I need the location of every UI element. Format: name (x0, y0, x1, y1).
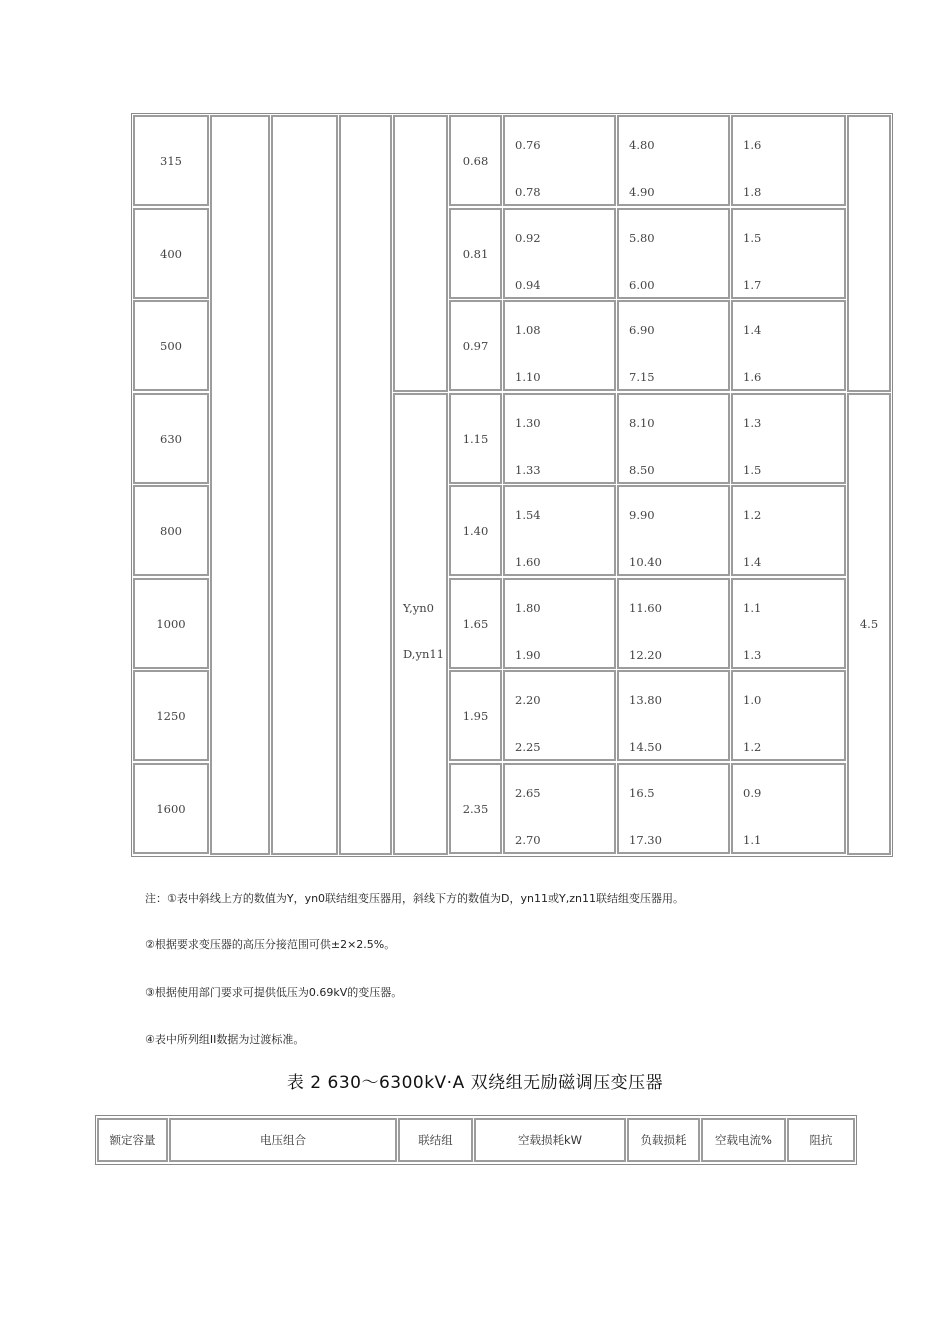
load-loss-value-upper: 9.90 (629, 508, 655, 522)
table1-empty-col-3 (271, 115, 338, 855)
noload-base-cell (449, 300, 502, 391)
noload-current-cell (731, 578, 846, 669)
capacity-cell (133, 578, 209, 669)
load-loss-value-upper: 13.80 (629, 693, 662, 707)
noload-current-value-lower: 1.3 (743, 648, 762, 662)
load-loss-value-upper: 16.5 (629, 786, 655, 800)
load-loss-cell (617, 208, 730, 299)
noload-base-cell (449, 763, 502, 854)
capacity-value: 1250 (156, 708, 186, 723)
note-2: ②根据要求变压器的高压分接范围可供±2×2.5%。 (145, 938, 396, 951)
capacity-value: 315 (160, 153, 182, 168)
noload-loss-cell (503, 393, 616, 484)
impedance-value: 4.5 (859, 617, 879, 631)
note-4: ④表中所列组II数据为过渡标准。 (145, 1033, 305, 1046)
capacity-cell (133, 763, 209, 854)
capacity-cell (133, 300, 209, 391)
capacity-cell (133, 393, 209, 484)
noload-base-value: 0.68 (462, 153, 489, 168)
noload-base-value: 0.81 (462, 246, 489, 261)
noload-current-value-lower: 1.5 (743, 463, 762, 477)
noload-current-value-upper: 1.0 (743, 693, 762, 707)
load-loss-cell (617, 485, 730, 576)
load-loss-value-lower: 4.90 (629, 185, 655, 199)
noload-current-cell (731, 300, 846, 391)
noload-loss-value-upper: 0.76 (515, 138, 541, 152)
load-loss-cell (617, 578, 730, 669)
connection-group-2: D,yn11 (403, 647, 445, 661)
noload-base-value: 1.40 (462, 523, 489, 538)
noload-current-value-lower: 1.1 (743, 833, 762, 847)
table2-title: 表 2 630～6300kV·A 双绕组无励磁调压变压器 (286, 1073, 664, 1093)
noload-current-value-upper: 1.4 (743, 323, 762, 337)
noload-base-cell (449, 115, 502, 206)
table1-connection-group-cell (393, 393, 448, 855)
load-loss-value-upper: 11.60 (629, 601, 662, 615)
noload-loss-value-upper: 1.80 (515, 601, 541, 615)
load-loss-cell (617, 670, 730, 761)
noload-current-value-lower: 1.6 (743, 370, 762, 384)
table2-header-load-loss: 负载损耗 (627, 1118, 700, 1162)
table1-impedance-cell (847, 393, 891, 855)
noload-loss-value-upper: 1.30 (515, 416, 541, 430)
noload-base-cell (449, 670, 502, 761)
noload-current-cell (731, 393, 846, 484)
load-loss-value-upper: 8.10 (629, 416, 655, 430)
table2-header-connection: 联结组 (398, 1118, 473, 1162)
capacity-cell (133, 115, 209, 206)
noload-base-value: 0.97 (462, 338, 489, 353)
table2-header-voltage: 电压组合 (169, 1118, 397, 1162)
noload-loss-value-upper: 1.54 (515, 508, 541, 522)
note-1: 注：①表中斜线上方的数值为Y，yn0联结组变压器用，斜线下方的数值为D，yn11或Y,zn11联结组变压器用。 (145, 892, 684, 905)
noload-loss-value-lower: 0.94 (515, 278, 541, 292)
load-loss-cell (617, 300, 730, 391)
noload-current-value-upper: 1.5 (743, 231, 762, 245)
noload-loss-value-lower: 1.90 (515, 648, 541, 662)
load-loss-value-lower: 14.50 (629, 740, 662, 754)
capacity-value: 800 (160, 523, 182, 538)
noload-loss-cell (503, 208, 616, 299)
capacity-cell (133, 670, 209, 761)
noload-base-value: 1.15 (462, 431, 489, 446)
noload-current-value-lower: 1.2 (743, 740, 762, 754)
noload-current-value-upper: 1.1 (743, 601, 762, 615)
noload-current-cell (731, 763, 846, 854)
noload-base-value: 1.65 (462, 616, 489, 631)
noload-loss-value-lower: 1.33 (515, 463, 541, 477)
load-loss-value-upper: 5.80 (629, 231, 655, 245)
capacity-value: 1600 (156, 801, 186, 816)
table2-header-noload-loss: 空载损耗kW (474, 1118, 626, 1162)
noload-current-value-upper: 1.6 (743, 138, 762, 152)
noload-base-cell (449, 208, 502, 299)
noload-loss-cell (503, 763, 616, 854)
noload-base-cell (449, 578, 502, 669)
capacity-value: 1000 (156, 616, 186, 631)
noload-loss-value-upper: 1.08 (515, 323, 541, 337)
load-loss-value-lower: 12.20 (629, 648, 662, 662)
noload-loss-value-lower: 1.10 (515, 370, 541, 384)
capacity-cell (133, 208, 209, 299)
noload-current-value-upper: 1.3 (743, 416, 762, 430)
noload-base-cell (449, 485, 502, 576)
noload-loss-cell (503, 115, 616, 206)
noload-loss-value-lower: 1.60 (515, 555, 541, 569)
load-loss-value-lower: 8.50 (629, 463, 655, 477)
noload-loss-value-upper: 0.92 (515, 231, 541, 245)
noload-current-cell (731, 115, 846, 206)
noload-loss-cell (503, 670, 616, 761)
noload-current-cell (731, 208, 846, 299)
load-loss-value-lower: 17.30 (629, 833, 662, 847)
noload-loss-value-lower: 2.25 (515, 740, 541, 754)
load-loss-cell (617, 115, 730, 206)
load-loss-cell (617, 763, 730, 854)
connection-group-1: Y,yn0 (403, 601, 434, 615)
noload-current-value-lower: 1.7 (743, 278, 762, 292)
noload-current-value-upper: 1.2 (743, 508, 762, 522)
table1-empty-col-2 (210, 115, 270, 855)
capacity-value: 500 (160, 338, 182, 353)
noload-current-value-lower: 1.4 (743, 555, 762, 569)
table2-header-impedance: 阻抗 (787, 1118, 855, 1162)
noload-current-cell (731, 485, 846, 576)
noload-loss-cell (503, 485, 616, 576)
capacity-cell (133, 485, 209, 576)
noload-loss-value-lower: 0.78 (515, 185, 541, 199)
table1-impedance-upper (847, 115, 891, 392)
noload-base-value: 1.95 (462, 708, 489, 723)
note-3: ③根据使用部门要求可提供低压为0.69kV的变压器。 (145, 986, 403, 999)
noload-loss-cell (503, 300, 616, 391)
noload-current-value-lower: 1.8 (743, 185, 762, 199)
table2-header-capacity: 额定容量 (97, 1118, 168, 1162)
noload-base-value: 2.35 (462, 801, 489, 816)
load-loss-value-upper: 6.90 (629, 323, 655, 337)
noload-loss-value-upper: 2.20 (515, 693, 541, 707)
load-loss-cell (617, 393, 730, 484)
noload-base-cell (449, 393, 502, 484)
capacity-value: 400 (160, 246, 182, 261)
noload-loss-value-upper: 2.65 (515, 786, 541, 800)
table2-header-noload-current: 空载电流% (701, 1118, 786, 1162)
noload-loss-value-lower: 2.70 (515, 833, 541, 847)
noload-loss-cell (503, 578, 616, 669)
capacity-value: 630 (160, 431, 182, 446)
table1-empty-col-4 (339, 115, 392, 855)
noload-current-value-upper: 0.9 (743, 786, 762, 800)
noload-current-cell (731, 670, 846, 761)
load-loss-value-lower: 6.00 (629, 278, 655, 292)
table1-connection-group-upper (393, 115, 448, 392)
load-loss-value-lower: 7.15 (629, 370, 655, 384)
load-loss-value-upper: 4.80 (629, 138, 655, 152)
load-loss-value-lower: 10.40 (629, 555, 662, 569)
